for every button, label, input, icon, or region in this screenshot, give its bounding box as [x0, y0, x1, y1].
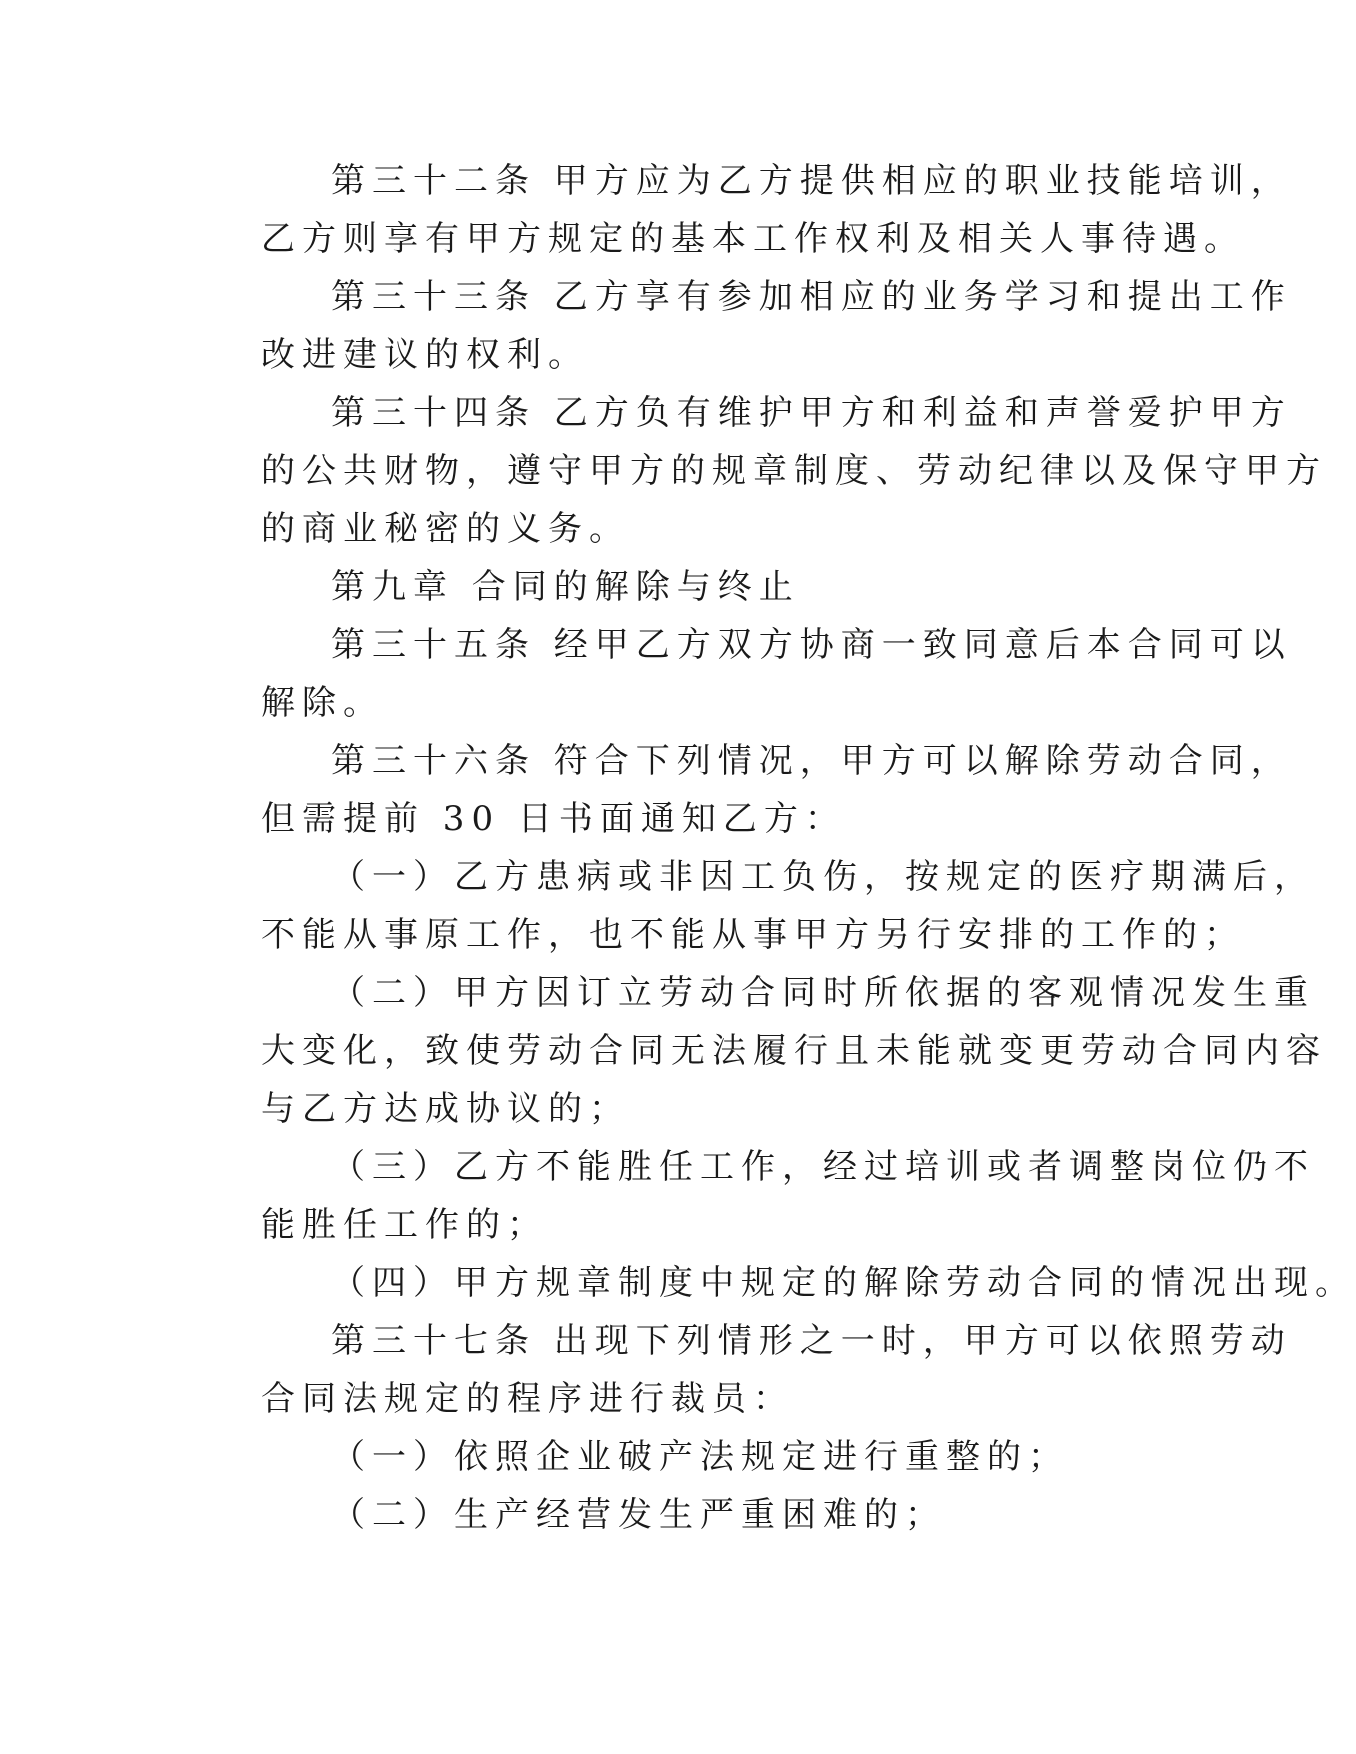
text-line: 与乙方达成协议的； [261, 1089, 630, 1129]
text-line: （二）生产经营发生严重困难的； [331, 1495, 946, 1535]
document-body [191, 152, 1356, 1544]
text-line: （一）乙方患病或非因工负伤，按规定的医疗期满后， [331, 857, 1315, 897]
article-33 [191, 268, 1292, 384]
text-line: 的公共财物，遵守甲方的规章制度、劳动纪律以及保守甲方 [261, 451, 1327, 491]
text-line: 改进建议的权利。 [261, 335, 589, 375]
text-line: 第三十五条 经甲乙方双方协商一致同意后本合同可以 [331, 625, 1292, 665]
text-line: 解除。 [261, 683, 384, 723]
text-line: 第三十七条 出现下列情形之一时，甲方可以依照劳动 [331, 1321, 1292, 1361]
text-line: 第三十三条 乙方享有参加相应的业务学习和提出工作 [331, 277, 1292, 317]
text-line: 第三十二条 甲方应为乙方提供相应的职业技能培训， [331, 161, 1292, 201]
chapter-9-heading [191, 558, 1066, 616]
article-34 [191, 384, 1327, 558]
text-line: 但需提前 30 日书面通知乙方： [261, 799, 846, 839]
article-35 [191, 616, 1292, 732]
text-line: 第九章 合同的解除与终止 [331, 567, 800, 607]
text-line: 第三十四条 乙方负有维护甲方和利益和声誉爱护甲方 [331, 393, 1292, 433]
article-36-item-3 [191, 1138, 1315, 1254]
article-37 [191, 1312, 1292, 1428]
article-37-item-1 [191, 1428, 1069, 1486]
article-37-item-2 [191, 1486, 1066, 1544]
text-line: 合同法规定的程序进行裁员： [261, 1379, 794, 1419]
article-36 [191, 732, 1292, 848]
text-line: （一）依照企业破产法规定进行重整的； [331, 1437, 1069, 1477]
article-36-item-1 [191, 848, 1315, 964]
text-line: 乙方则享有甲方规定的基本工作权利及相关人事待遇。 [261, 219, 1245, 259]
text-line: 能胜任工作的； [261, 1205, 548, 1245]
text-line: 的商业秘密的义务。 [261, 509, 630, 549]
text-line: （四）甲方规章制度中规定的解除劳动合同的情况出现。 [331, 1263, 1356, 1303]
text-line: （三）乙方不能胜任工作，经过培训或者调整岗位仍不 [331, 1147, 1315, 1187]
text-line: 大变化，致使劳动合同无法履行且未能就变更劳动合同内容 [261, 1031, 1327, 1071]
article-36-item-2 [191, 964, 1327, 1138]
text-line: 第三十六条 符合下列情况，甲方可以解除劳动合同， [331, 741, 1292, 781]
article-36-item-4 [191, 1254, 1356, 1312]
text-line: 不能从事原工作，也不能从事甲方另行安排的工作的； [261, 915, 1245, 955]
text-line: （二）甲方因订立劳动合同时所依据的客观情况发生重 [331, 973, 1315, 1013]
article-32 [191, 152, 1292, 268]
